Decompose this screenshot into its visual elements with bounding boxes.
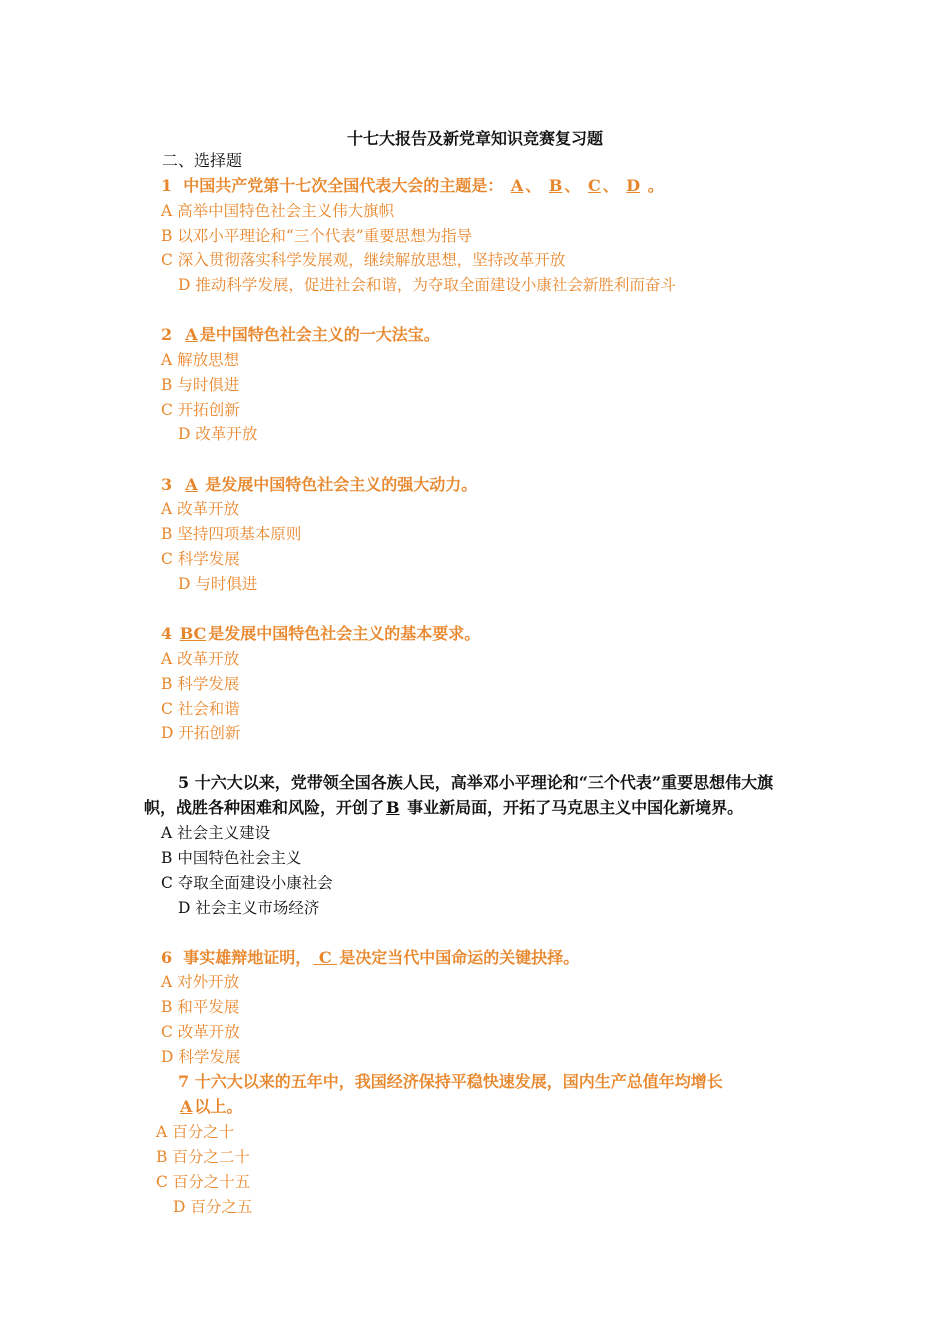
question-4	[161, 623, 480, 645]
option-a: A 改革开放	[161, 650, 240, 668]
answer-blank: B	[386, 798, 400, 817]
question-7-continued: A 以上。	[180, 1097, 243, 1116]
question-1: 1 中国共产党第十七次全国代表大会的主题是： A 、 B 、 C 、 D 。	[161, 176, 664, 195]
question-3	[161, 474, 477, 496]
option-a: A 解放思想	[161, 351, 240, 369]
answer-blank: A	[180, 1097, 193, 1116]
question-text: 十六大以来，党带领全国各族人民，高举邓小平理论和“三个代表”重要思想伟大旗	[194, 773, 774, 792]
answer-blank: C	[318, 948, 332, 967]
option-d: D 改革开放	[178, 425, 258, 443]
option-a: A 高举中国特色社会主义伟大旗帜	[161, 202, 395, 220]
document-title: 十七大报告及新党章知识竞赛复习题	[346, 129, 603, 148]
option-b: B 科学发展	[161, 675, 240, 693]
option-c: C 深入贯彻落实科学发展观，继续解放思想，坚持改革开放	[161, 251, 566, 269]
question-5-continued: 帜，战胜各种困难和风险，开创了 B 事业新局面，开拓了马克思主义中国化新境界。	[144, 798, 744, 817]
option-a: A 对外开放	[161, 973, 240, 991]
option-c: C 百分之十五	[156, 1173, 251, 1191]
question-text: 事实雄辩地证明，	[183, 948, 312, 967]
option-c: C 社会和谐	[161, 700, 240, 718]
question-5	[178, 772, 773, 794]
question-number: 2	[161, 325, 173, 344]
option-c: C 开拓创新	[161, 401, 240, 419]
question-text: 中国共产党第十七次全国代表大会的主题是：	[183, 176, 504, 195]
option-b: B 中国特色社会主义	[161, 849, 302, 867]
question-text: 是中国特色社会主义的一大法宝。	[199, 325, 440, 344]
question-text: 是发展中国特色社会主义的基本要求。	[208, 624, 481, 643]
answer-blank: B	[548, 176, 563, 195]
answer-blank: C	[587, 176, 601, 195]
option-a: A 百分之十	[156, 1123, 235, 1141]
option-b: B 以邓小平理论和“三个代表”重要思想为指导	[161, 227, 473, 245]
question-number: 5	[178, 773, 190, 792]
question-2	[161, 324, 440, 346]
option-d: D 与时俱进	[178, 575, 258, 593]
answer-blank: A	[185, 475, 198, 494]
option-c: C 科学发展	[161, 550, 240, 568]
option-a: A 社会主义建设	[161, 824, 271, 842]
question-number: 6	[161, 948, 173, 967]
question-7	[178, 1071, 723, 1093]
question-number: 7	[178, 1072, 190, 1091]
option-d: D 百分之五	[173, 1198, 253, 1216]
question-text: 是发展中国特色社会主义的强大动力。	[205, 475, 478, 494]
option-a: A 改革开放	[161, 500, 240, 518]
option-d: D 社会主义市场经济	[178, 899, 320, 917]
option-b: B 与时俱进	[161, 376, 240, 394]
question-number: 4	[161, 624, 173, 643]
question-number: 3	[161, 475, 173, 494]
answer-blank: A	[510, 176, 524, 195]
option-d: D 推动科学发展，促进社会和谐，为夺取全面建设小康社会新胜利而奋斗	[178, 276, 676, 294]
question-number: 1	[161, 176, 173, 195]
answer-blank: D	[626, 176, 641, 195]
option-d: D 开拓创新	[161, 724, 241, 742]
section-heading: 二、选择题	[162, 151, 243, 170]
question-text: 十六大以来的五年中，我国经济保持平稳快速发展，国内生产总值年均增长	[194, 1072, 723, 1091]
option-b: B 坚持四项基本原则	[161, 525, 302, 543]
option-b: B 和平发展	[161, 998, 240, 1016]
option-d: D 科学发展	[161, 1048, 241, 1066]
answer-blank: BC	[179, 624, 207, 643]
option-c: C 夺取全面建设小康社会	[161, 874, 333, 892]
question-6: 6 事实雄辩地证明， C 是决定当代中国命运的关键抉择。	[161, 948, 580, 967]
option-b: B 百分之二十	[156, 1148, 250, 1166]
answer-blank: A	[185, 325, 198, 344]
option-c: C 改革开放	[161, 1023, 240, 1041]
